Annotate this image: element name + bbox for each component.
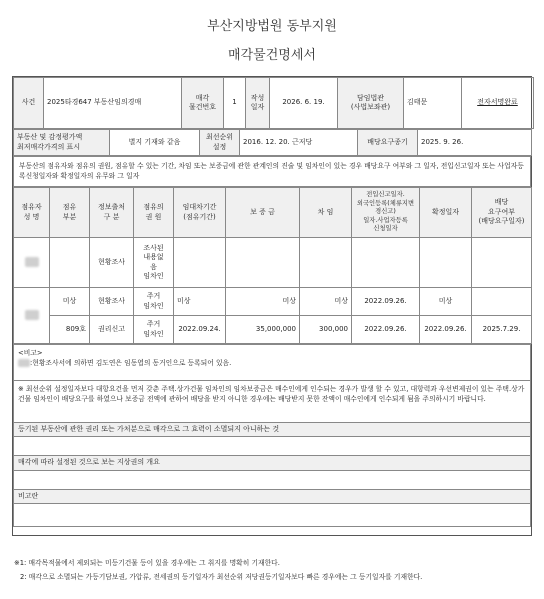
occupant-table [13, 187, 532, 344]
table-cell [174, 238, 226, 288]
table-cell [420, 238, 472, 288]
table-cell: 300,000 [300, 316, 352, 344]
column-header: 점유 부분 [50, 188, 90, 238]
table-cell: 809호 [50, 316, 90, 344]
remarks-label: <비고> [18, 349, 43, 357]
table-cell: 권리신고 [90, 316, 134, 344]
table-cell: 2022.09.24. [174, 316, 226, 344]
column-header: 배당 요구여부 (배당요구일자) [472, 188, 532, 238]
deadline-label: 배당요구종기 [358, 130, 418, 156]
star-notice: ※ 최선순위 설정일자보다 대항요건을 먼저 갖춘 주택.상가건물 임차인의 임차보증금은 매수인에게 인수되는 경우가 발생 할 수 있고, 대항력과 우선변제권이 있는 주택.상가건물 임차인이 배당요구를 하였으나 보증금 전액에 관하여 배당을 받지 아니한 경우에는 배당받지 못한 잔액이 매수인에게 인수되게 됨을 주의하시기 바랍니다. [14, 381, 531, 423]
column-header: 점유의 권 원 [134, 188, 174, 238]
case-number: 2025타경647 부동산임의경매 [44, 78, 182, 129]
column-header: 정보출처 구 분 [90, 188, 134, 238]
table-cell [472, 238, 532, 288]
section-remarks-content [14, 504, 531, 527]
section-surface-rights: 매각에 따라 설정된 것으로 보는 지상권의 개요 [14, 456, 531, 470]
table-cell: 주거 임차인 [134, 288, 174, 316]
specification-table [12, 76, 532, 536]
table-cell: 2025.7.29. [472, 316, 532, 344]
table-cell: 미상 [50, 288, 90, 316]
table-cell: 주거 임차인 [134, 316, 174, 344]
column-header: 전입신고일자. 외국인등록(체류지변경신고) 일자.사업자등록 신청일자 [352, 188, 420, 238]
item-number: 1 [224, 78, 246, 129]
occupancy-notice: 부동산의 점유자와 점유의 권원, 점유할 수 있는 기간, 차임 또는 보증금에 관한 관계인의 진술 및 임차인이 있는 경우 배당요구 여부와 그 일자, 전입신고일자 또는 사업자등록신청일자와 확정일자의 유무와 그 일자 [14, 157, 531, 187]
table-cell [352, 238, 420, 288]
appraisal-table [13, 129, 532, 156]
e-signature[interactable]: 전자서명완료 [462, 78, 534, 129]
footnote-1: ※1: 매각목적물에서 제외되는 미등기건물 등이 있을 경우에는 그 취지를 명확히 기재한다. [14, 559, 280, 567]
seniority-label: 최선순위 설정 [200, 130, 240, 156]
column-header: 보 증 금 [226, 188, 300, 238]
item-number-label: 매각 물건번호 [182, 78, 224, 129]
table-cell: 현황조사 [90, 288, 134, 316]
section-unextinguished-rights-content [14, 437, 531, 456]
header-table [13, 77, 534, 129]
occupant-name [14, 288, 50, 344]
footnote-2: 2: 매각으로 소멸되는 가등기담보권, 가압류, 전세권의 등기일자가 최선순위 저당권등기일자보다 빠른 경우에는 그 등기일자를 기재한다. [20, 573, 423, 581]
section-remarks: 비고란 [14, 489, 531, 503]
section-unextinguished-rights: 등기된 부동산에 관한 권리 또는 가처분으로 매각으로 그 효력이 소멸되지 아니하는 것 [14, 423, 531, 437]
table-cell: 미상 [174, 288, 226, 316]
column-header: 임대차기간 (점유기간) [174, 188, 226, 238]
redacted-name [25, 257, 39, 267]
case-label: 사건 [14, 78, 44, 129]
column-header: 점유자 성 명 [14, 188, 50, 238]
table-cell [226, 238, 300, 288]
table-cell: 현황조사 [90, 238, 134, 288]
table-cell: 2022.09.26. [352, 316, 420, 344]
judge-name: 김태문 [404, 78, 462, 129]
court-title: 부산지방법원 동부지원 [207, 19, 337, 34]
table-row [14, 316, 532, 344]
occupant-name [14, 238, 50, 288]
table-cell: 35,000,000 [226, 316, 300, 344]
remarks-cell [14, 345, 531, 381]
table-row [14, 238, 532, 288]
written-date-label: 작성 일자 [246, 78, 270, 129]
redacted-name [25, 310, 39, 320]
table-cell: 미상 [420, 288, 472, 316]
occupant-header-row [14, 188, 532, 238]
table-cell: 미상 [300, 288, 352, 316]
table-cell [300, 238, 352, 288]
remarks-table [13, 344, 531, 527]
table-cell: 미상 [226, 288, 300, 316]
column-header: 차 임 [300, 188, 352, 238]
table-cell: 조사된 내용없 음 임차인 [134, 238, 174, 288]
remarks-line [18, 358, 526, 368]
deadline-value: 2025. 9. 26. [418, 130, 532, 156]
notice-table [13, 156, 531, 187]
document-title: 매각물건명세서 [228, 48, 316, 63]
appraisal-value: 별지 기재와 같음 [110, 130, 200, 156]
column-header: 확정일자 [420, 188, 472, 238]
remarks-text: :현황조사서에 의하면 김도연은 임동엽의 동거인으로 등록되어 있음. [30, 359, 232, 368]
table-row [14, 288, 532, 316]
table-cell: 2022.09.26. [352, 288, 420, 316]
section-surface-rights-content [14, 470, 531, 489]
table-cell: 2022.09.26. [420, 316, 472, 344]
table-cell [472, 288, 532, 316]
judge-label: 담임법관 (사법보좌관) [338, 78, 404, 129]
seniority-value: 2016. 12. 20. 근저당 [240, 130, 358, 156]
written-date: 2026. 6. 19. [270, 78, 338, 129]
redacted-name [18, 359, 30, 367]
appraisal-label: 부동산 및 감정평가액 최저매각가격의 표시 [14, 130, 110, 156]
table-cell [50, 238, 90, 288]
